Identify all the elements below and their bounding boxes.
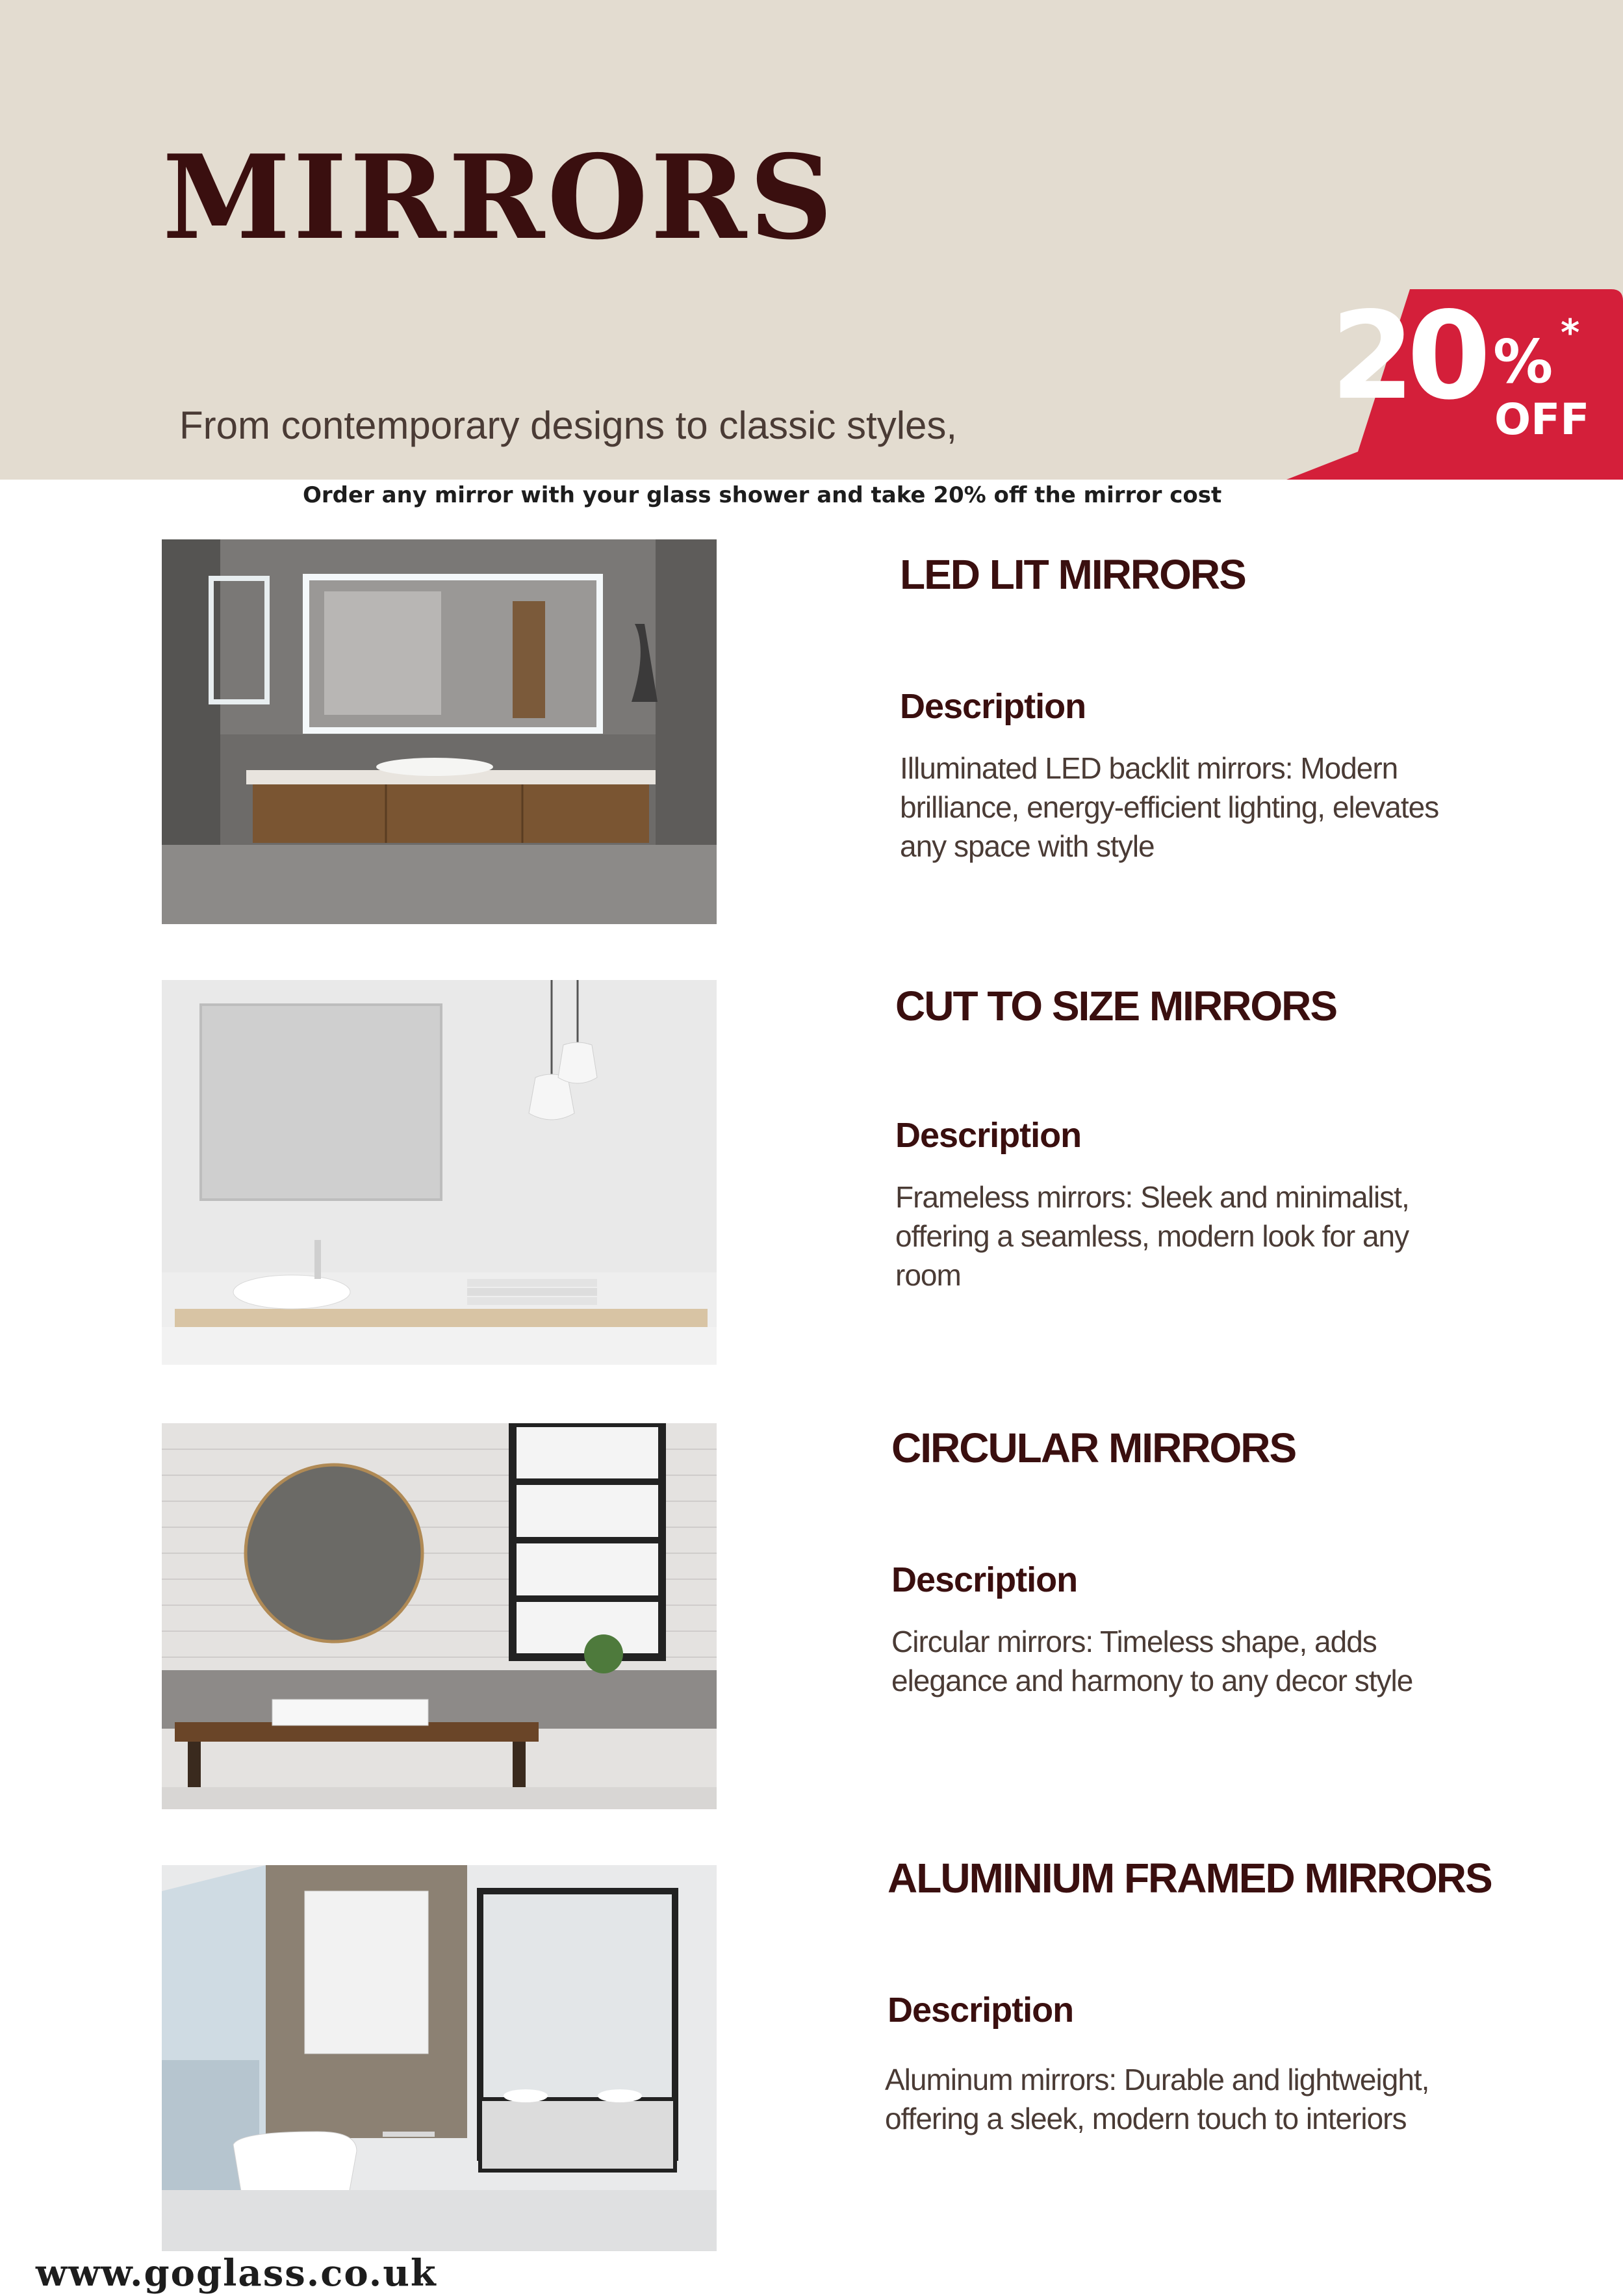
description-text: Aluminum mirrors: Durable and lightweight, offering a sleek, modern touch to interiors bbox=[885, 2063, 1429, 2135]
aluminium-mirror-photo bbox=[162, 1865, 717, 2251]
discount-badge bbox=[1286, 285, 1623, 480]
description-label: Description bbox=[895, 1116, 1082, 1155]
led-mirror-photo bbox=[162, 539, 717, 924]
description-text: Illuminated LED backlit mirrors: Modern brilliance, energy-efficient lighting, elevates any space with style bbox=[900, 751, 1439, 863]
description-label: Description bbox=[900, 687, 1086, 726]
circular-mirror-photo bbox=[162, 1423, 717, 1809]
product-title: ALUMINIUM FRAMED MIRRORS bbox=[888, 1855, 1492, 1902]
badge-amount: 20 bbox=[1331, 285, 1483, 426]
product-title: LED LIT MIRRORS bbox=[900, 551, 1246, 598]
description-label: Description bbox=[888, 1991, 1074, 2030]
description-label: Description bbox=[891, 1560, 1078, 1599]
badge-asterisk: * bbox=[1561, 312, 1580, 354]
badge-percent: % bbox=[1493, 327, 1553, 396]
cut-to-size-mirror-photo bbox=[162, 980, 717, 1365]
product-title: CUT TO SIZE MIRRORS bbox=[895, 983, 1337, 1029]
website-url: www.goglass.co.uk bbox=[36, 2252, 437, 2295]
subtitle: From contemporary designs to classic styles, bbox=[179, 404, 958, 447]
page-title: MIRRORS bbox=[162, 129, 836, 265]
description-text: Frameless mirrors: Sleek and minimalist, offering a seamless, modern look for any room bbox=[895, 1180, 1409, 1292]
product-title: CIRCULAR MIRRORS bbox=[891, 1425, 1296, 1471]
description-text: Circular mirrors: Timeless shape, adds elegance and harmony to any decor style bbox=[891, 1625, 1413, 1697]
badge-off: OFF bbox=[1494, 394, 1590, 445]
promo-line: Order any mirror with your glass shower and take 20% off the mirror cost bbox=[303, 482, 1222, 508]
